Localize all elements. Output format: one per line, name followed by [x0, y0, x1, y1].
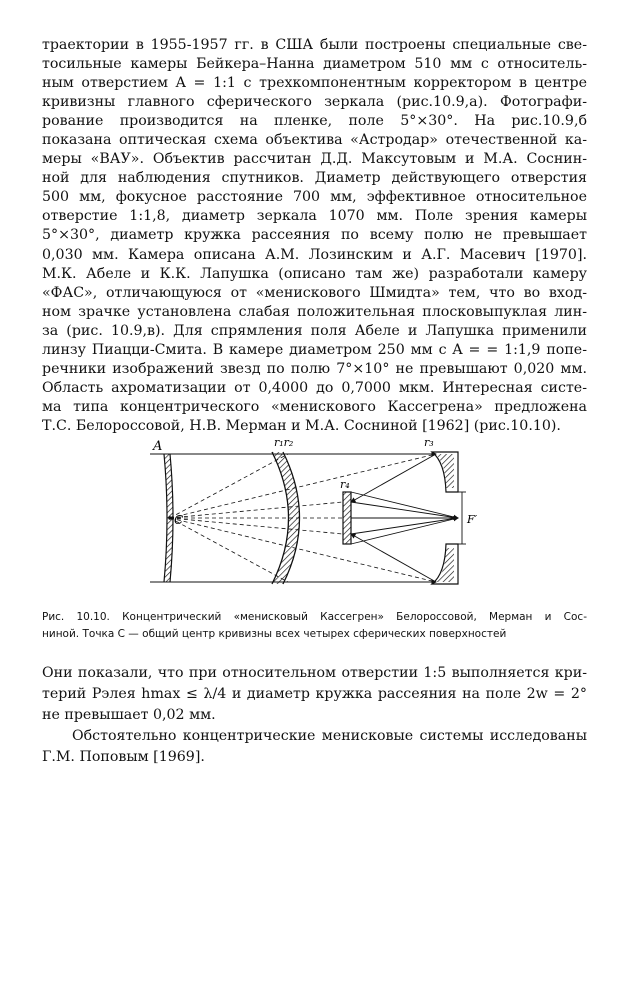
label-r4: r₄	[340, 478, 350, 491]
text-line: траектории в 1955-1957 гг. в США были построены специальные све-	[42, 37, 587, 53]
focus-marker	[458, 492, 466, 544]
label-aperture: A	[153, 439, 163, 454]
text-line: Т.С. Белороссовой, Н.В. Мерман и М.А. Сосниной [1962] (рис.10.10).	[42, 417, 561, 434]
label-r3: r₃	[424, 436, 434, 449]
text-line: за (рис. 10.9,в). Для спрямления поля Абеле и Лапушка применили	[42, 322, 587, 339]
text-line: 5°×30°, диаметр кружка рассеяния по всему полю не превышает	[42, 227, 587, 244]
text-line: тосильные камеры Бейкера–Нанна диаметром 510 мм с относитель-	[42, 56, 587, 73]
body-text-top	[42, 36, 587, 436]
text-line: меры «ВАУ». Объектив рассчитан Д.Д. Максутовым и М.А. Соснин-	[42, 151, 587, 168]
text-line: отверстие 1:1,8, диаметр зеркала 1070 мм. Поле зрения камеры	[42, 208, 587, 225]
text-line: Область ахроматизации от 0,4000 до 0,7000 мкм. Интересная систе-	[42, 379, 587, 396]
text-line: Они показали, что при относительном отверстии 1:5 выполняется кри-	[42, 665, 587, 681]
text-line: линзу Пиацци-Смита. В камере диаметром 250 мм с A = = 1:1,9 попе-	[42, 341, 587, 358]
text-line: речники изображений звезд по полю 7°×10° не превышают 0,020 мм.	[42, 360, 587, 377]
text-line: М.К. Абеле и К.К. Лапушка (описано там же) разработали камеру	[42, 265, 587, 282]
text-line: ным отверстием A = 1:1 с трехкомпонентным корректором в центре	[42, 75, 587, 92]
text-line: терий Рэлея hmax ≤ λ/4 и диаметр кружка рассеяния на поле 2w = 2°	[42, 686, 587, 702]
text-line: Обстоятельно концентрические менисковые системы исследованы	[72, 728, 587, 744]
text-line: Г.М. Поповым [1969].	[42, 749, 205, 765]
center-point	[168, 516, 172, 520]
figure-caption	[42, 609, 587, 643]
text-line: ном зрачке установлена слабая положительная плосковыпуклая лин-	[42, 303, 587, 320]
text-line: не превышает 0,02 мм.	[42, 707, 216, 723]
figure-10-10	[140, 432, 480, 602]
text-line: 500 мм, фокусное расстояние 700 мм, эффективное относительное	[42, 189, 587, 206]
label-r1r2: r₁r₂	[274, 436, 294, 449]
body-text-bottom	[42, 663, 587, 768]
optical-scheme-diagram	[140, 432, 480, 602]
label-focus: F′	[467, 513, 478, 526]
label-center: C	[174, 513, 184, 527]
caption-line: Рис. 10.10. Концентрический «менисковый Кассегрен» Белороссовой, Мерман и Сос-	[42, 611, 587, 623]
caption-line: ниной. Точка C — общий центр кривизны всех четырех сферических поверхностей	[42, 628, 507, 640]
text-line: ма типа концентрического «менискового Кассегрена» предложена	[42, 398, 587, 415]
text-line: рование производится на пленке, поле 5°×30°. На рис.10.9,б	[42, 113, 587, 130]
text-line: 0,030 мм. Камера описана А.М. Лозинским и А.Г. Масевич [1970].	[42, 246, 587, 263]
secondary-mirror-r4	[343, 492, 351, 544]
text-line: ной для наблюдения спутников. Диаметр действующего отверстия	[42, 170, 587, 187]
text-line: кривизны главного сферического зеркала (рис.10.9,a). Фотографи-	[42, 94, 587, 111]
text-line: показана оптическая схема объектива «Астродар» отечественной ка-	[42, 132, 587, 149]
text-line: «ФАС», отличающуюся от «менискового Шмидта» тем, что во вход-	[42, 284, 587, 301]
